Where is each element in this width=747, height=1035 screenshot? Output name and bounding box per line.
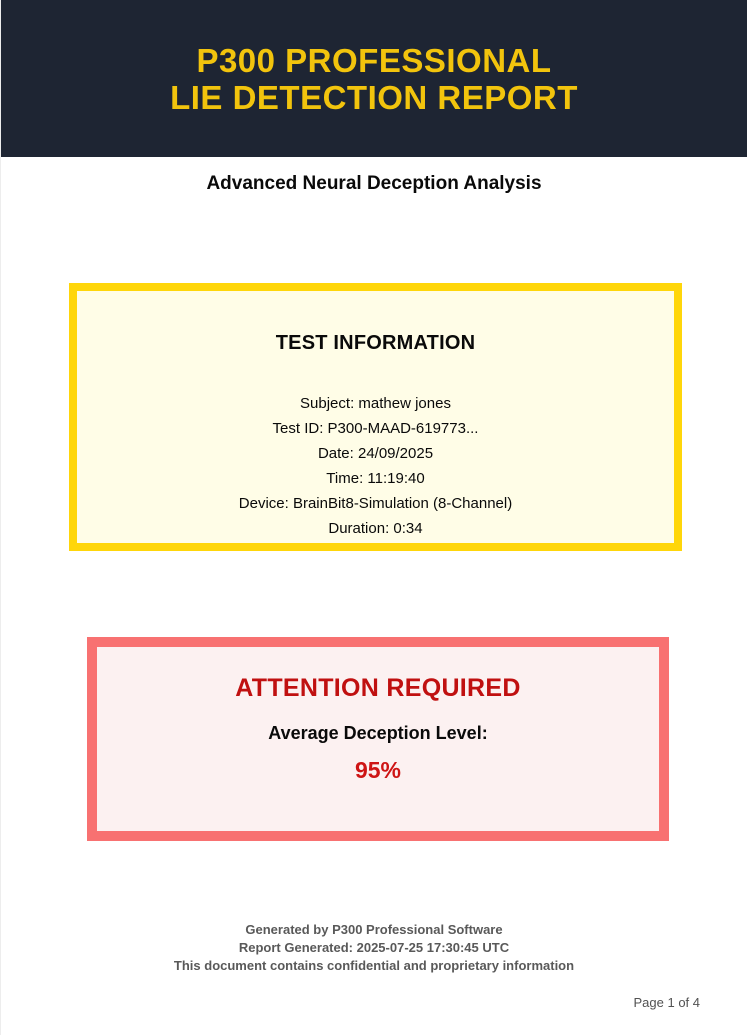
test-info-field: Date: 24/09/2025: [317, 445, 434, 462]
report-title-line2: LIE DETECTION REPORT: [170, 78, 578, 116]
test-info-field: Subject: mathew jones: [300, 395, 451, 412]
report-footer: [1, 921, 747, 975]
footer-line: Generated by P300 Professional Software: [245, 922, 503, 937]
footer-lines: [1, 921, 747, 975]
attention-title: ATTENTION REQUIRED: [235, 674, 521, 702]
test-info-field: Test ID: P300-MAAD-619773...: [272, 420, 479, 437]
test-info-title: TEST INFORMATION: [275, 332, 476, 354]
test-info-box: [69, 283, 682, 551]
page-number: Page 1 of 4: [633, 995, 700, 1010]
report-header: [1, 0, 747, 157]
report-title: [170, 42, 578, 116]
deception-level-value: 95%: [354, 757, 402, 783]
test-info-field: Duration: 0:34: [328, 520, 423, 537]
footer-line: This document contains confidential and proprietary information: [173, 958, 575, 973]
deception-level-label: Average Deception Level:: [268, 723, 488, 743]
footer-line: Report Generated: 2025-07-25 17:30:45 UTC: [238, 940, 510, 955]
test-info-field: Time: 11:19:40: [326, 470, 425, 487]
test-info-fields: [77, 391, 674, 541]
report-title-line1: P300 PROFESSIONAL: [196, 41, 552, 79]
report-subtitle: Advanced Neural Deception Analysis: [206, 173, 542, 194]
test-info-field: Device: BrainBit8-Simulation (8-Channel): [238, 495, 513, 512]
attention-box: [87, 637, 669, 841]
